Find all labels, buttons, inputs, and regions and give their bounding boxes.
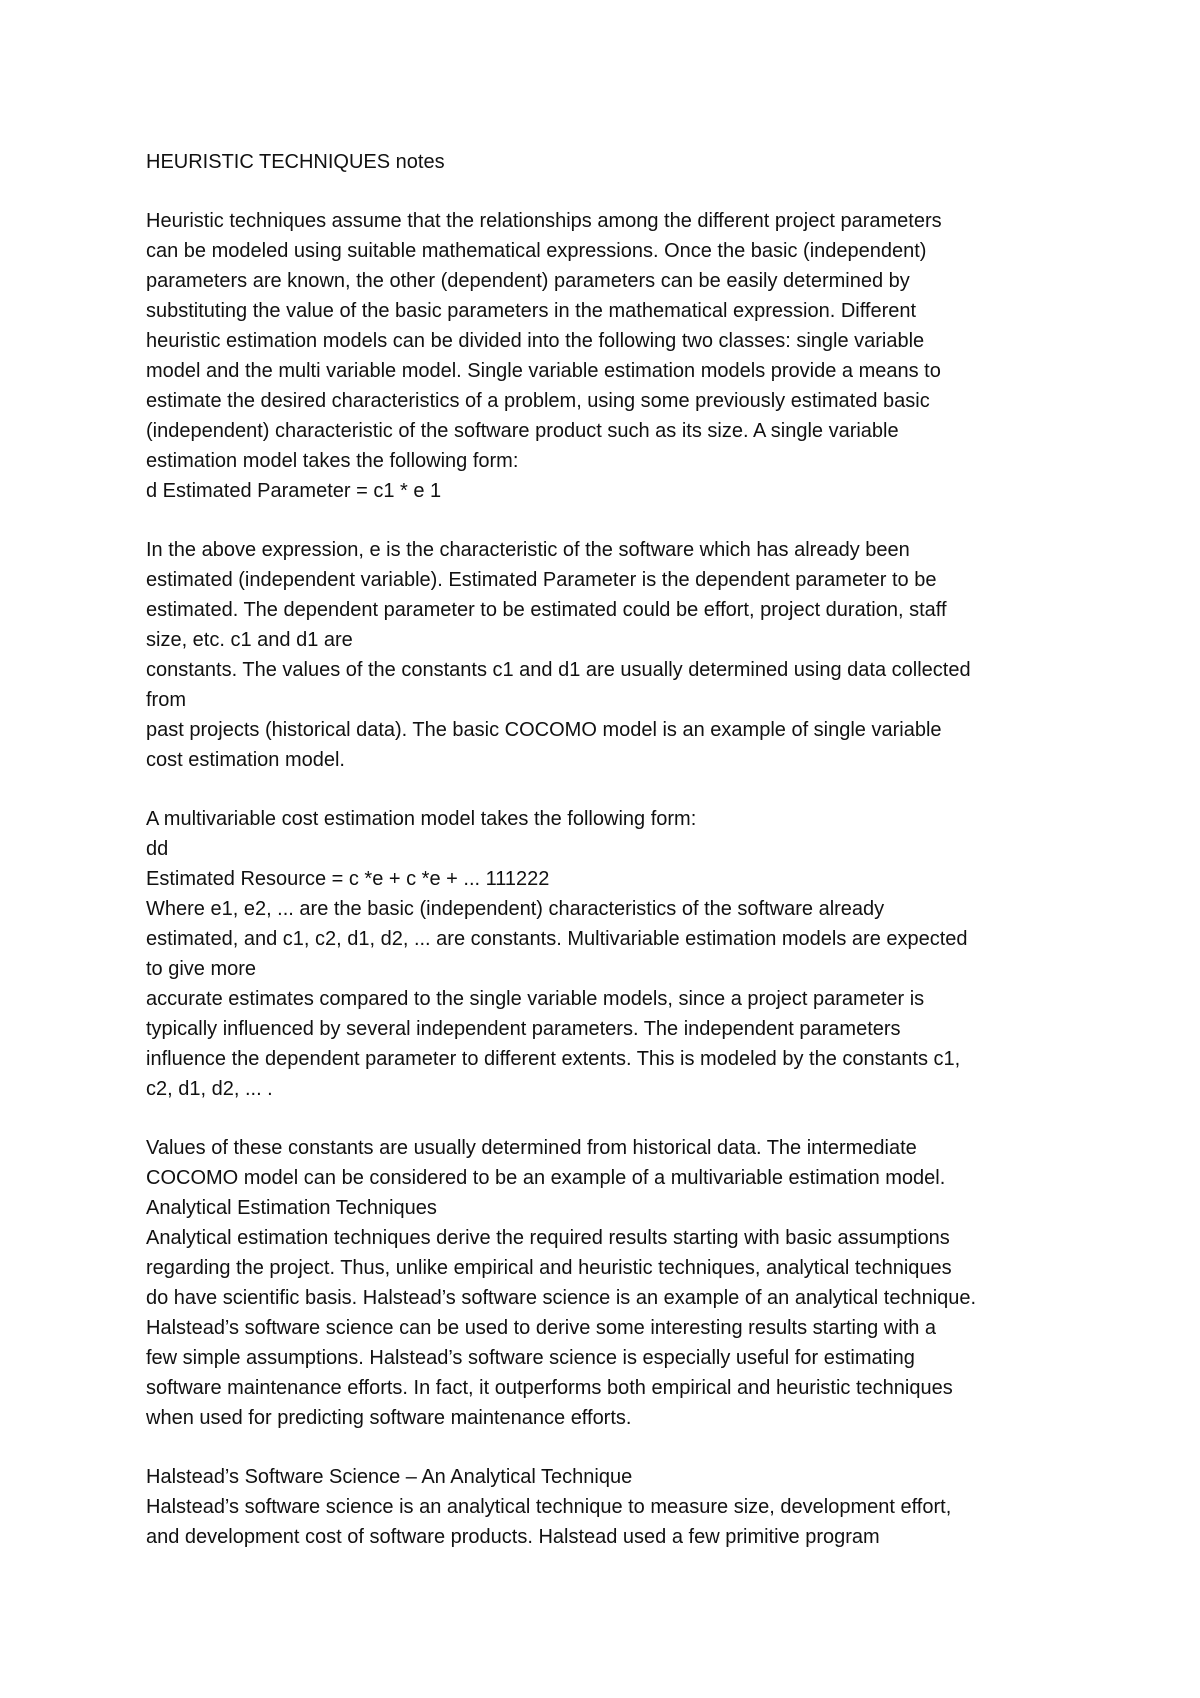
text-line: past projects (historical data). The basic COCOMO model is an example of single variable (146, 719, 942, 741)
text-line: parameters are known, the other (dependent) parameters can be easily determined by (146, 270, 910, 292)
text-line: estimated (independent variable). Estimated Parameter is the dependent parameter to be (146, 569, 937, 591)
text-line: when used for predicting software maintenance efforts. (146, 1407, 632, 1429)
text-line: regarding the project. Thus, unlike empirical and heuristic techniques, analytical techniques (146, 1257, 952, 1279)
text-line: Values of these constants are usually determined from historical data. The intermediate (146, 1137, 917, 1159)
paragraph-gap (146, 177, 1076, 206)
text-line: few simple assumptions. Halstead’s software science is especially useful for estimating (146, 1347, 915, 1369)
text-line: from (146, 689, 186, 711)
paragraph-expression-explanation (146, 535, 1076, 775)
text-line: substituting the value of the basic parameters in the mathematical expression. Different (146, 300, 917, 322)
text-line: estimation model takes the following form: (146, 450, 519, 472)
text-line: cost estimation model. (146, 749, 345, 771)
text-line: accurate estimates compared to the single variable models, since a project parameter is (146, 988, 925, 1010)
paragraph-gap (146, 775, 1076, 804)
text-line: do have scientific basis. Halstead’s software science is an example of an analytical technique. (146, 1287, 977, 1309)
text-line: Analytical estimation techniques derive the required results starting with basic assumptions (146, 1227, 950, 1249)
text-line: typically influenced by several independent parameters. The independent parameters (146, 1018, 901, 1040)
paragraph-multivariable-model (146, 804, 1076, 1104)
text-line: c2, d1, d2, ... . (146, 1078, 273, 1100)
section-heading: Analytical Estimation Techniques (146, 1197, 437, 1219)
text-line: to give more (146, 958, 257, 980)
formula-line: d Estimated Parameter = c1 * e 1 (146, 480, 442, 502)
text-line: can be modeled using suitable mathematical expressions. Once the basic (independent) (146, 240, 927, 262)
paragraph-gap (146, 1104, 1076, 1133)
text-line: estimate the desired characteristics of a problem, using some previously estimated basic (146, 390, 930, 412)
text-line: and development cost of software products. Halstead used a few primitive program (146, 1526, 880, 1548)
text-line: A multivariable cost estimation model takes the following form: (146, 808, 697, 830)
text-line: software maintenance efforts. In fact, it outperforms both empirical and heuristic techniques (146, 1377, 953, 1399)
text-line: Heuristic techniques assume that the relationships among the different project parameters (146, 210, 942, 232)
text-line: In the above expression, e is the characteristic of the software which has already been (146, 539, 910, 561)
paragraph-analytical-techniques (146, 1133, 1076, 1433)
text-line: estimated, and c1, c2, d1, d2, ... are constants. Multivariable estimation models are expected (146, 928, 968, 950)
paragraph-gap (146, 506, 1076, 535)
text-line: model and the multi variable model. Single variable estimation models provide a means to (146, 360, 941, 382)
document-body (146, 147, 1076, 1552)
text-line: heuristic estimation models can be divided into the following two classes: single variable (146, 330, 925, 352)
text-line: COCOMO model can be considered to be an example of a multivariable estimation model. (146, 1167, 946, 1189)
text-line: (independent) characteristic of the software product such as its size. A single variable (146, 420, 899, 442)
text-line: Where e1, e2, ... are the basic (independent) characteristics of the software already (146, 898, 885, 920)
paragraph-halstead-science (146, 1462, 1076, 1552)
section-heading: Halstead’s Software Science – An Analytical Technique (146, 1466, 633, 1488)
text-line: constants. The values of the constants c1 and d1 are usually determined using data collected (146, 659, 971, 681)
text-line: estimated. The dependent parameter to be estimated could be effort, project duration, staff (146, 599, 947, 621)
text-line: Halstead’s software science is an analytical technique to measure size, development effort, (146, 1496, 952, 1518)
formula-line: Estimated Resource = c *e + c *e + ... 111222 (146, 868, 550, 890)
text-line: influence the dependent parameter to different extents. This is modeled by the constants c1, (146, 1048, 961, 1070)
formula-line: dd (146, 838, 169, 860)
paragraph-heuristic-intro (146, 206, 1076, 506)
text-line: Halstead’s software science can be used to derive some interesting results starting with a (146, 1317, 937, 1339)
paragraph-gap (146, 1433, 1076, 1462)
document-title: HEURISTIC TECHNIQUES notes (146, 151, 445, 173)
text-line: size, etc. c1 and d1 are (146, 629, 353, 651)
